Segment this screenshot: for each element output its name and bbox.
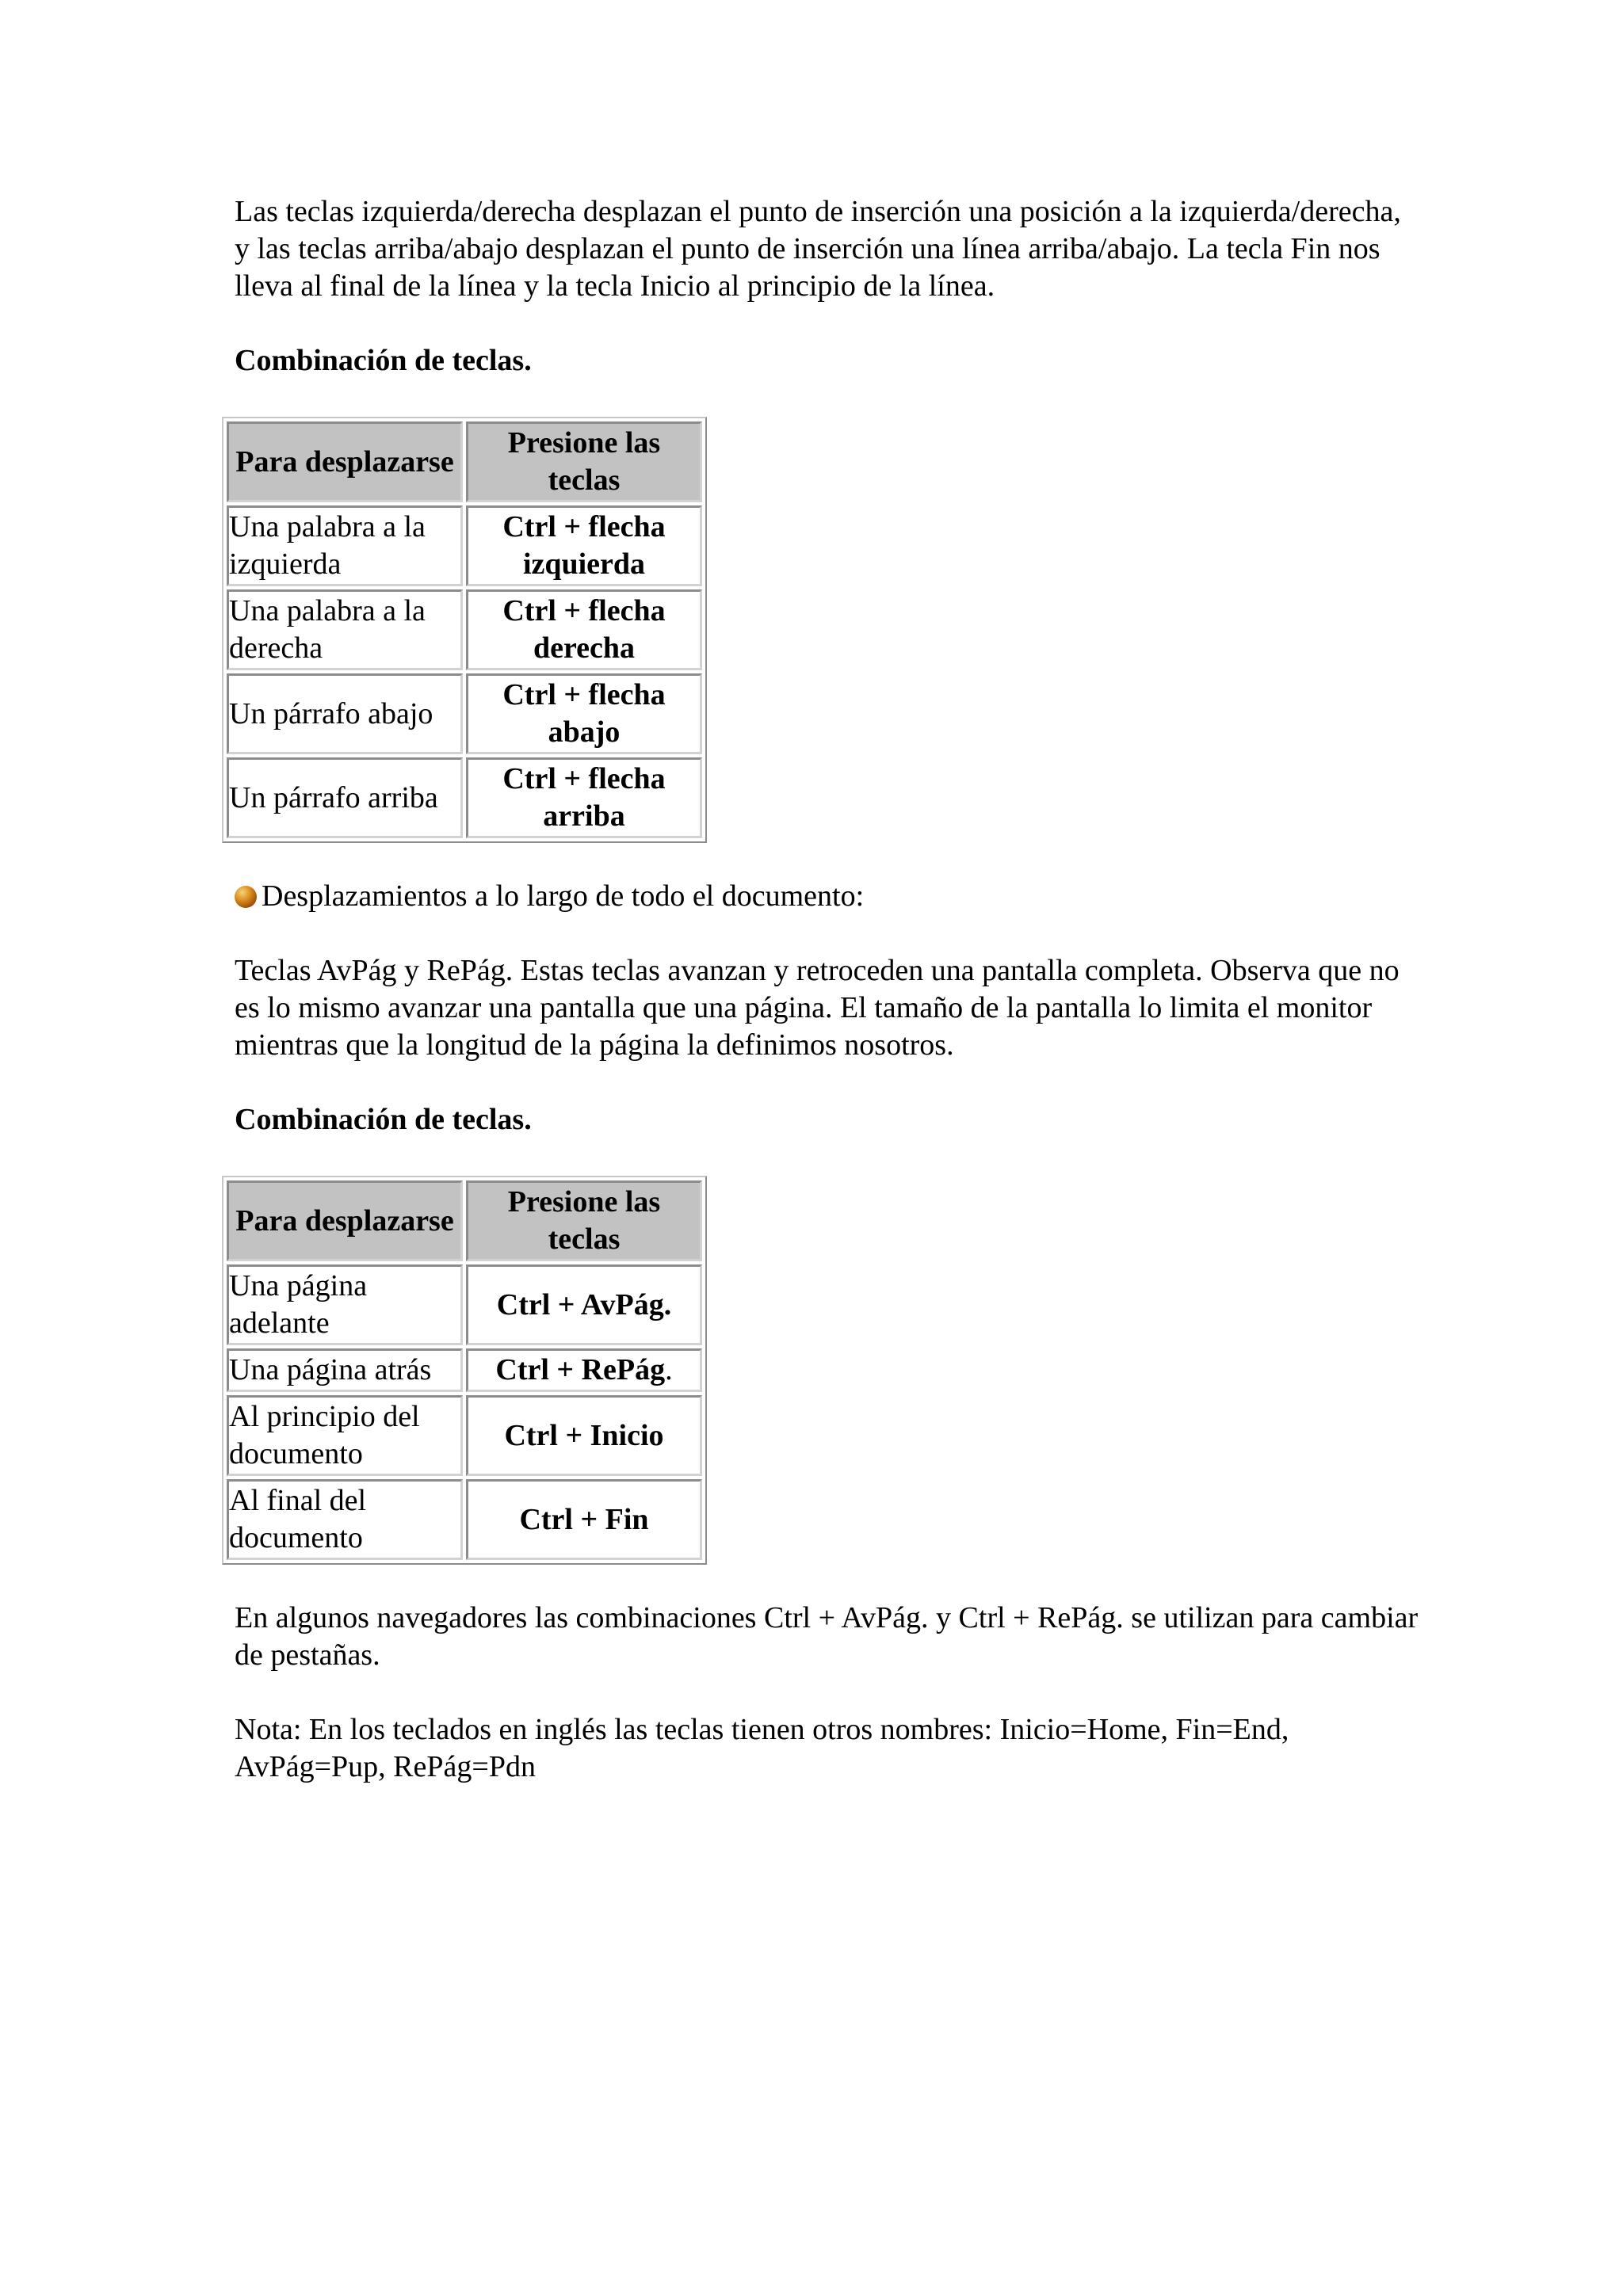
table-row <box>227 1264 702 1345</box>
action-cell: Un párrafo abajo <box>227 673 463 754</box>
shortcut-table-2 <box>222 1176 707 1565</box>
keys-cell: Ctrl + flecha abajo <box>466 673 702 754</box>
keys-cell: Ctrl + Fin <box>466 1479 702 1560</box>
bullet-text: Desplazamientos a lo largo de todo el documento: <box>262 879 865 913</box>
footer-paragraph-1: En algunos navegadores las combinaciones Ctrl + AvPág. y Ctrl + RePág. se utilizan para cambiar de pestañas. <box>235 1601 1419 1672</box>
bullet-line <box>235 878 1423 915</box>
keys-cell: Ctrl + AvPág. <box>466 1264 702 1345</box>
intro-paragraph: Las teclas izquierda/derecha desplazan el punto de inserción una posición a la izquierda/derecha, y las teclas arriba/abajo desplazan el punto de inserción una línea arriba/abajo. La tecla Fin nos lleva al final de la línea y la tecla Inicio al principio de la línea. <box>235 195 1401 303</box>
footer-paragraph-2: Nota: En los teclados en inglés las teclas tienen otros nombres: Inicio=Home, Fin=End, AvPág=Pup, RePág=Pdn <box>235 1713 1289 1783</box>
orange-ball-bullet-icon <box>235 886 257 908</box>
action-cell: Al final del documento <box>227 1479 463 1560</box>
keys-cell: Ctrl + Inicio <box>466 1395 702 1476</box>
table-header-row <box>227 421 702 502</box>
keys-cell <box>466 1348 702 1392</box>
shortcut-table-1 <box>222 417 707 843</box>
column-header-action: Para desplazarse <box>227 1180 463 1261</box>
table-row <box>227 673 702 754</box>
section2-heading: Combinación de teclas. <box>235 1103 532 1136</box>
action-cell: Un párrafo arriba <box>227 757 463 838</box>
action-cell: Una página atrás <box>227 1348 463 1392</box>
table-row <box>227 1395 702 1476</box>
keys-cell: Ctrl + flecha izquierda <box>466 505 702 586</box>
table-row <box>227 1479 702 1560</box>
action-cell: Al principio del documento <box>227 1395 463 1476</box>
action-cell: Una palabra a la izquierda <box>227 505 463 586</box>
column-header-keys: Presione las teclas <box>466 1180 702 1261</box>
keys-cell: Ctrl + flecha derecha <box>466 589 702 670</box>
action-cell: Una página adelante <box>227 1264 463 1345</box>
keys-text: Ctrl + RePág <box>495 1353 666 1386</box>
table-row <box>227 589 702 670</box>
table-row <box>227 1348 702 1392</box>
keys-cell: Ctrl + flecha arriba <box>466 757 702 838</box>
column-header-keys: Presione las teclas <box>466 421 702 502</box>
document-page <box>229 193 1423 1786</box>
table-row <box>227 757 702 838</box>
table-row <box>227 505 702 586</box>
table-header-row <box>227 1180 702 1261</box>
keys-suffix: . <box>665 1353 673 1386</box>
section2-paragraph: Teclas AvPág y RePág. Estas teclas avanzan y retroceden una pantalla completa. Observa que no es lo mismo avanzar una pantalla que una página. El tamaño de la pantalla lo limita el monitor mientras que la longitud de la página la definimos nosotros. <box>235 954 1400 1062</box>
column-header-action: Para desplazarse <box>227 421 463 502</box>
section1-heading: Combinación de teclas. <box>235 344 532 377</box>
action-cell: Una palabra a la derecha <box>227 589 463 670</box>
